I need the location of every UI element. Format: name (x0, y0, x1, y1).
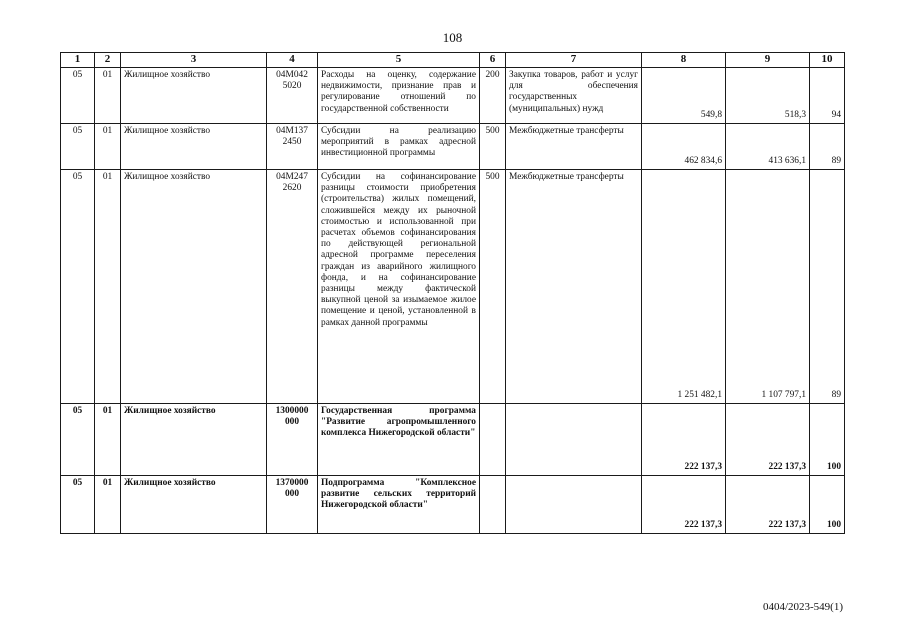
expense-type-code: 500 (480, 170, 506, 404)
article-name: Государственная программа "Развитие агропромышленного комплекса Нижегородской области" (318, 404, 480, 476)
amount-executed: 518,3 (726, 68, 810, 124)
subsection-code: 01 (95, 476, 121, 534)
amount-executed: 222 137,3 (726, 404, 810, 476)
budget-table (60, 52, 845, 534)
page-number: 108 (442, 30, 463, 45)
amount-planned: 222 137,3 (642, 476, 726, 534)
subsection-code: 01 (95, 68, 121, 124)
target-article-code: 04М247 2620 (267, 170, 318, 404)
target-article-code: 04М137 2450 (267, 124, 318, 170)
section-code: 05 (61, 68, 95, 124)
target-article-code: 1370000 000 (267, 476, 318, 534)
header-cell: 1 (61, 53, 95, 68)
table-row (61, 476, 845, 534)
expense-type-name (506, 476, 642, 534)
header-cell: 5 (318, 53, 480, 68)
subsection-code: 01 (95, 124, 121, 170)
target-article-code: 1300000 000 (267, 404, 318, 476)
amount-executed: 1 107 797,1 (726, 170, 810, 404)
section-name: Жилищное хозяйство (121, 170, 267, 404)
section-code: 05 (61, 170, 95, 404)
amount-planned: 549,8 (642, 68, 726, 124)
article-name: Субсидии на софинансирование разницы стоимости приобретения (строительства) жилых помещений, сложившейся между их рыночной стоимостью и использованной при расчетах объемов софинансирования по действующей региональной адресной программе переселения граждан из аварийного жилищного фонда, и на софинансирование разницы между фактической выкупной ценой за изымаемое жилое помещение и ценой, установленной в рамках данной программы (318, 170, 480, 404)
header-cell: 10 (810, 53, 845, 68)
section-name: Жилищное хозяйство (121, 476, 267, 534)
amount-planned: 222 137,3 (642, 404, 726, 476)
expense-type-code (480, 476, 506, 534)
header-row (61, 53, 845, 68)
header-cell: 8 (642, 53, 726, 68)
header-cell: 9 (726, 53, 810, 68)
subsection-code: 01 (95, 170, 121, 404)
percent-executed: 89 (810, 124, 845, 170)
header-cell: 6 (480, 53, 506, 68)
percent-executed: 94 (810, 68, 845, 124)
expense-type-name: Межбюджетные трансферты (506, 170, 642, 404)
table-row (61, 68, 845, 124)
section-code: 05 (61, 476, 95, 534)
expense-type-code: 500 (480, 124, 506, 170)
percent-executed: 100 (810, 404, 845, 476)
expense-type-name: Закупка товаров, работ и услуг для обеспечения государственных (муниципальных) нужд (506, 68, 642, 124)
article-name: Расходы на оценку, содержание недвижимости, признание прав и регулирование отношений по государственной собственности (318, 68, 480, 124)
header-cell: 2 (95, 53, 121, 68)
header-cell: 4 (267, 53, 318, 68)
target-article-code: 04М042 5020 (267, 68, 318, 124)
section-name: Жилищное хозяйство (121, 68, 267, 124)
table-row (61, 124, 845, 170)
section-name: Жилищное хозяйство (121, 124, 267, 170)
section-code: 05 (61, 124, 95, 170)
article-name: Подпрограмма "Комплексное развитие сельских территорий Нижегородской области" (318, 476, 480, 534)
table-row (61, 170, 845, 404)
section-name: Жилищное хозяйство (121, 404, 267, 476)
article-name: Субсидии на реализацию мероприятий в рамках адресной инвестиционной программы (318, 124, 480, 170)
expense-type-name: Межбюджетные трансферты (506, 124, 642, 170)
section-code: 05 (61, 404, 95, 476)
header-cell: 3 (121, 53, 267, 68)
document-code: 0404/2023-549(1) (762, 601, 843, 613)
subsection-code: 01 (95, 404, 121, 476)
expense-type-name (506, 404, 642, 476)
amount-executed: 413 636,1 (726, 124, 810, 170)
percent-executed: 100 (810, 476, 845, 534)
table-row (61, 404, 845, 476)
amount-planned: 462 834,6 (642, 124, 726, 170)
amount-planned: 1 251 482,1 (642, 170, 726, 404)
header-cell: 7 (506, 53, 642, 68)
expense-type-code: 200 (480, 68, 506, 124)
percent-executed: 89 (810, 170, 845, 404)
expense-type-code (480, 404, 506, 476)
amount-executed: 222 137,3 (726, 476, 810, 534)
